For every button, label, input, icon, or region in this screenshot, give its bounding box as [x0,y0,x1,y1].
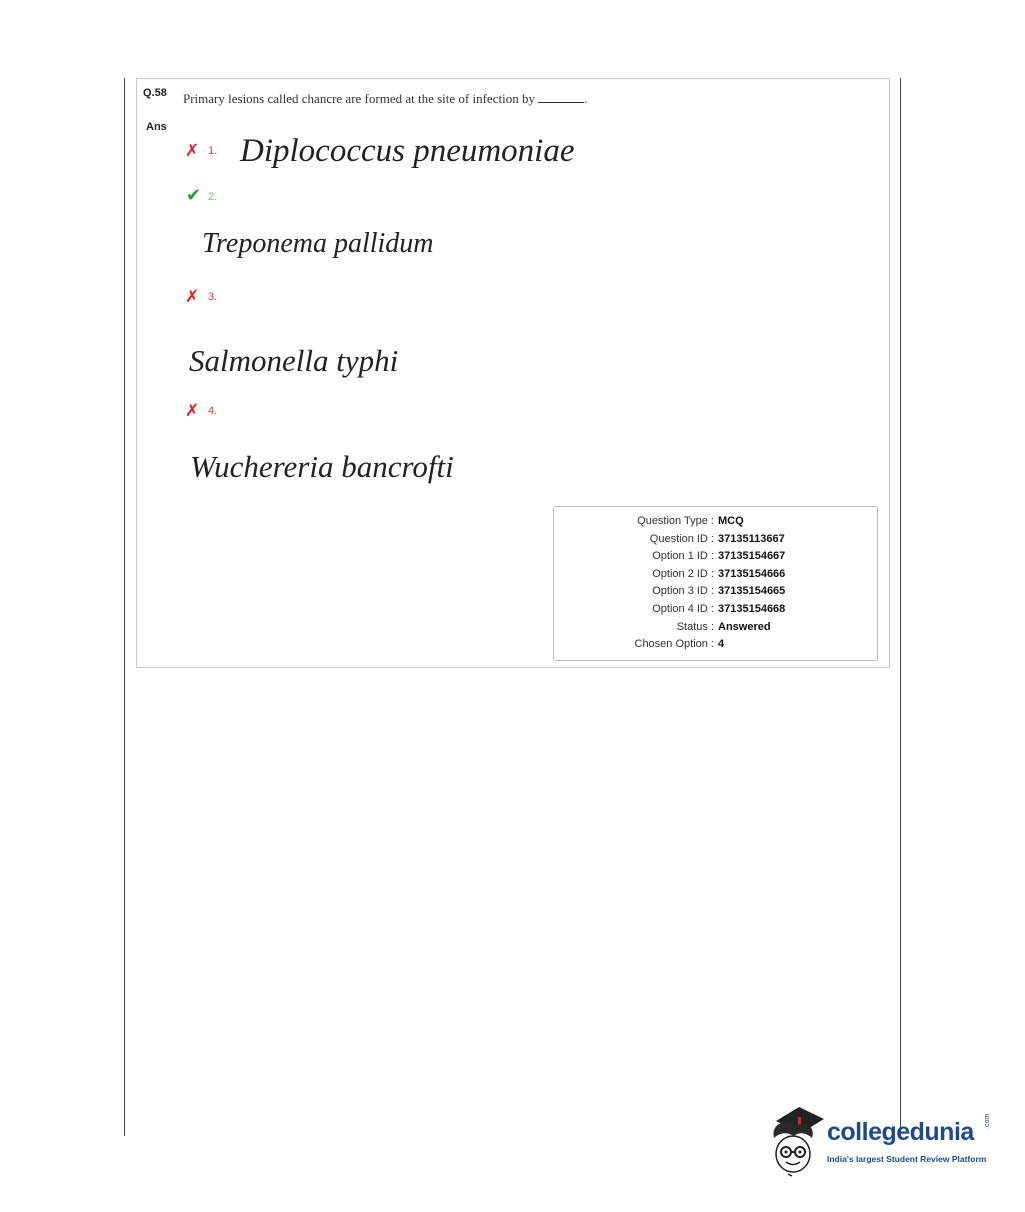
info-option-4-id [553,603,878,620]
brand-name: collegedunia [827,1118,974,1146]
info-key: Question ID : [649,533,714,545]
cross-icon: ✗ [185,401,200,420]
info-value: 37135113667 [718,533,785,545]
question-body: Primary lesions called chancre are formed at the site of infection by [183,91,535,106]
info-key: Option 3 ID : [652,585,714,597]
info-value: Answered [718,621,771,633]
info-option-2-id [553,568,878,585]
info-value: 37135154665 [718,585,786,597]
info-value: 4 [718,638,725,650]
collegedunia-logo [768,1104,998,1180]
option-3-text: Salmonella typhi [189,343,399,378]
option-2-number: 2. [208,191,218,203]
info-value: MCQ [718,515,744,527]
brand-domain: .com [984,1113,991,1129]
info-question-id [553,533,878,550]
info-option-1-id [553,550,878,567]
info-value: 37135154668 [718,603,786,615]
info-value: 37135154667 [718,550,786,562]
question-number: Q.58 [143,87,167,99]
answer-label: Ans [146,121,167,133]
option-2-text: Treponema pallidum [202,228,434,259]
mascot-icon [768,1104,828,1180]
info-chosen-option [553,638,878,655]
cross-icon: ✗ [185,141,200,160]
option-4-text: Wuchereria bancrofti [190,449,454,484]
info-status [553,621,878,638]
info-value: 37135154666 [718,568,786,580]
info-key: Status : [676,621,714,633]
info-question-type [553,515,878,532]
option-1-number: 1. [208,145,218,157]
cross-icon: ✗ [185,287,200,306]
question-text [183,91,587,107]
option-4-number: 4. [208,405,218,417]
page-border-right [900,78,901,1136]
info-key: Question Type : [637,515,714,527]
info-key: Option 4 ID : [652,603,714,615]
answer-blank [538,102,584,103]
option-3-number: 3. [208,291,218,303]
question-suffix: . [584,91,588,106]
check-icon: ✔ [186,185,202,205]
page-border-left [124,78,125,1136]
info-key: Chosen Option : [634,638,714,650]
info-option-3-id [553,585,878,602]
info-key: Option 1 ID : [652,550,714,562]
option-1-text: Diplococcus pneumoniae [240,133,575,169]
brand-tagline: India's largest Student Review Platform [827,1154,987,1164]
info-key: Option 2 ID : [652,568,714,580]
